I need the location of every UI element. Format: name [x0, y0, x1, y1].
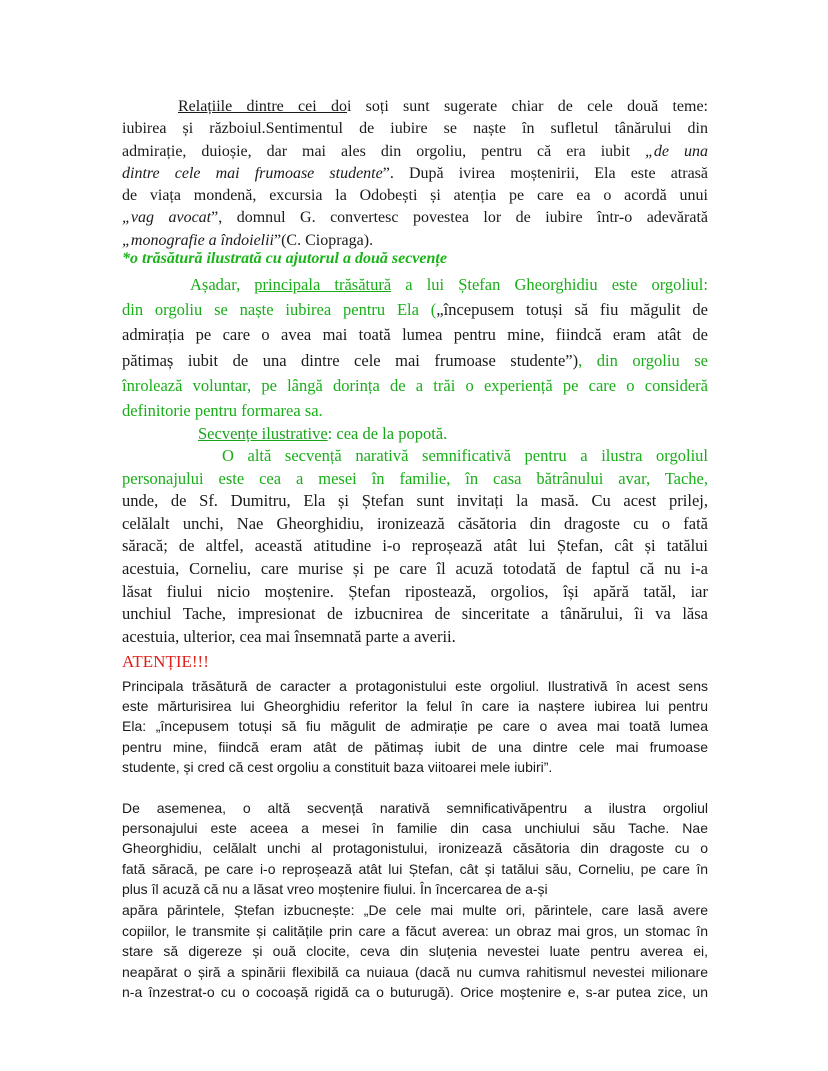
paragraph-also — [122, 798, 708, 899]
line: unchiul Tache, impresionat de izbucnirea de sinceritate a tânărului, îi va lăsa — [122, 604, 708, 624]
line: studente, și cred că cest orgoliu a constituit baza viitoarei mele iubiri”. — [122, 758, 553, 775]
line: neapărat o șiră a spinării flexibilă ca nuiaua (dacă nu cumva rahitismul nevestei milionare — [122, 963, 708, 980]
line: fată săracă, pe care i-o reproșează atât lui Ștefan, cât și tatălui său, Corneliu, pe care în — [122, 860, 708, 877]
line: „vag avocat”, domnul G. convertesc povestea lor de iubire într-o adevărată — [122, 209, 708, 227]
underlined-phrase: Relațiile dintre cei do — [178, 98, 347, 115]
attention-heading: ATENȚIE!!! — [122, 652, 209, 671]
paragraph-attention — [122, 676, 708, 777]
paragraph-family-meal — [122, 445, 708, 648]
line: plus îl acuză că nu a lăsat vreo moștenire fiului. În încercarea de a-și — [122, 880, 548, 897]
line: săracă; de altfel, această atitudine i-o reproșează atât lui Ștefan, cât și tatălui — [122, 536, 708, 556]
line: stare să digereze și ouă clocite, ceva din sluțenia nevestei luate pentru averea ei, — [122, 943, 708, 960]
line: O altă secvență narativă semnificativă pentru a ilustra orgoliul — [222, 446, 708, 465]
line: acestuia, Corneliu, care murise și pe care îl acuză totodată de faptul că nu i-a — [122, 558, 708, 578]
line: personajului este aceea a mesei în familie din casa unchiului său Tache. Nae — [122, 820, 708, 837]
line: n-a înzestrat-o cu o cocoașă rigidă ca o buturugă). Orice moștenire e, s-ar putea zice, un — [122, 984, 708, 1001]
line: Ela: „începusem totuși să fiu măgulit de admirație pe care o avea mai toată lumea — [122, 718, 708, 735]
line: Principala trăsătură de caracter a protagonistului este orgoliul. Ilustrativă în acest sens — [122, 678, 708, 694]
underlined-phrase: principala trăsătură — [254, 275, 392, 294]
line: Gheorghidiu, celălalt unchi al protagonistului, ironizează căsătoria din dragoste cu o — [122, 840, 708, 857]
line: copiilor, le transmite și calitățile prin care a făcut averea: un obraz mai gros, un stomac în — [122, 922, 708, 939]
line: înrolează voluntar, pe lângă dorința de a trăi o experiență pe care o consideră — [122, 375, 708, 395]
line: De asemenea, o altă secvență narativă semnificativăpentru a ilustra orgoliul — [122, 800, 708, 816]
line: Așadar, principala trăsătură a lui Ștefan Gheorghidiu este orgoliul: — [190, 275, 708, 294]
sequences-line: Secvențe ilustrative: cea de la popotă. — [198, 424, 448, 443]
section-heading: *o trăsătură ilustrată cu ajutorul a două secvențe — [122, 250, 447, 267]
line: personajului este cea a mesei în familie, în casa bătrânului avar, Tache, — [122, 468, 708, 488]
line: lăsat fiului nicio moștenire. Ștefan ripostează, orgolios, își apără tatăl, iar — [122, 581, 708, 601]
line: de viața mondenă, excursia la Odobești și atenția pe care ea o acordă unui — [122, 187, 708, 205]
sequences-label: Secvențe ilustrative — [198, 424, 328, 443]
paragraph-relations — [122, 96, 708, 252]
line: admirația pe care o avea mai toată lumea pentru mine, fiindcă eram atât de — [122, 325, 708, 345]
line: „monografie a îndoielii”(C. Ciopraga). — [122, 231, 374, 249]
line: definitorie pentru formarea sa. — [122, 401, 323, 421]
line: dintre cele mai frumoase studente”. După ivirea moștenirii, Ela este atrasă — [122, 164, 709, 182]
line: pentru mine, fiindcă eram atât de pătimaș iubit de una dintre cele mai frumoase — [122, 738, 708, 755]
line: admirație, duioșie, dar mai ales din orgoliu, pentru că era iubit „de una — [122, 142, 709, 160]
line: celălalt unchi, Nae Gheorghidiu, ironizează căsătoria din dragoste cu o fată — [122, 513, 708, 533]
line: din orgoliu se naște iubirea pentru Ela („începusem totuși să fiu măgulit de — [122, 300, 708, 320]
line: Relațiile dintre cei doi soți sunt sugerate chiar de cele două teme: — [178, 98, 709, 115]
line: unde, de Sf. Dumitru, Ela și Ștefan sunt invitați la masă. Cu acest prilej, — [122, 491, 708, 511]
line: apăra părintele, Ștefan izbucnește: „De cele mai multe ori, părintele, care lasă avere — [122, 902, 708, 918]
line: iubirea și războiul.Sentimentul de iubire se naște în sufletul tânărului din — [122, 120, 708, 138]
paragraph-quote — [122, 900, 708, 1003]
line: acestuia, ulterior, cea mai însemnată parte a averii. — [122, 626, 456, 646]
line: pătimaș iubit de una dintre cele mai frumoase studente”), din orgoliu se — [122, 350, 708, 370]
paragraph-main-trait — [122, 272, 708, 423]
line: este mărturisirea lui Gheorghidiu referitor la felul în care ia naștere iubirea lui pentru — [122, 698, 708, 715]
